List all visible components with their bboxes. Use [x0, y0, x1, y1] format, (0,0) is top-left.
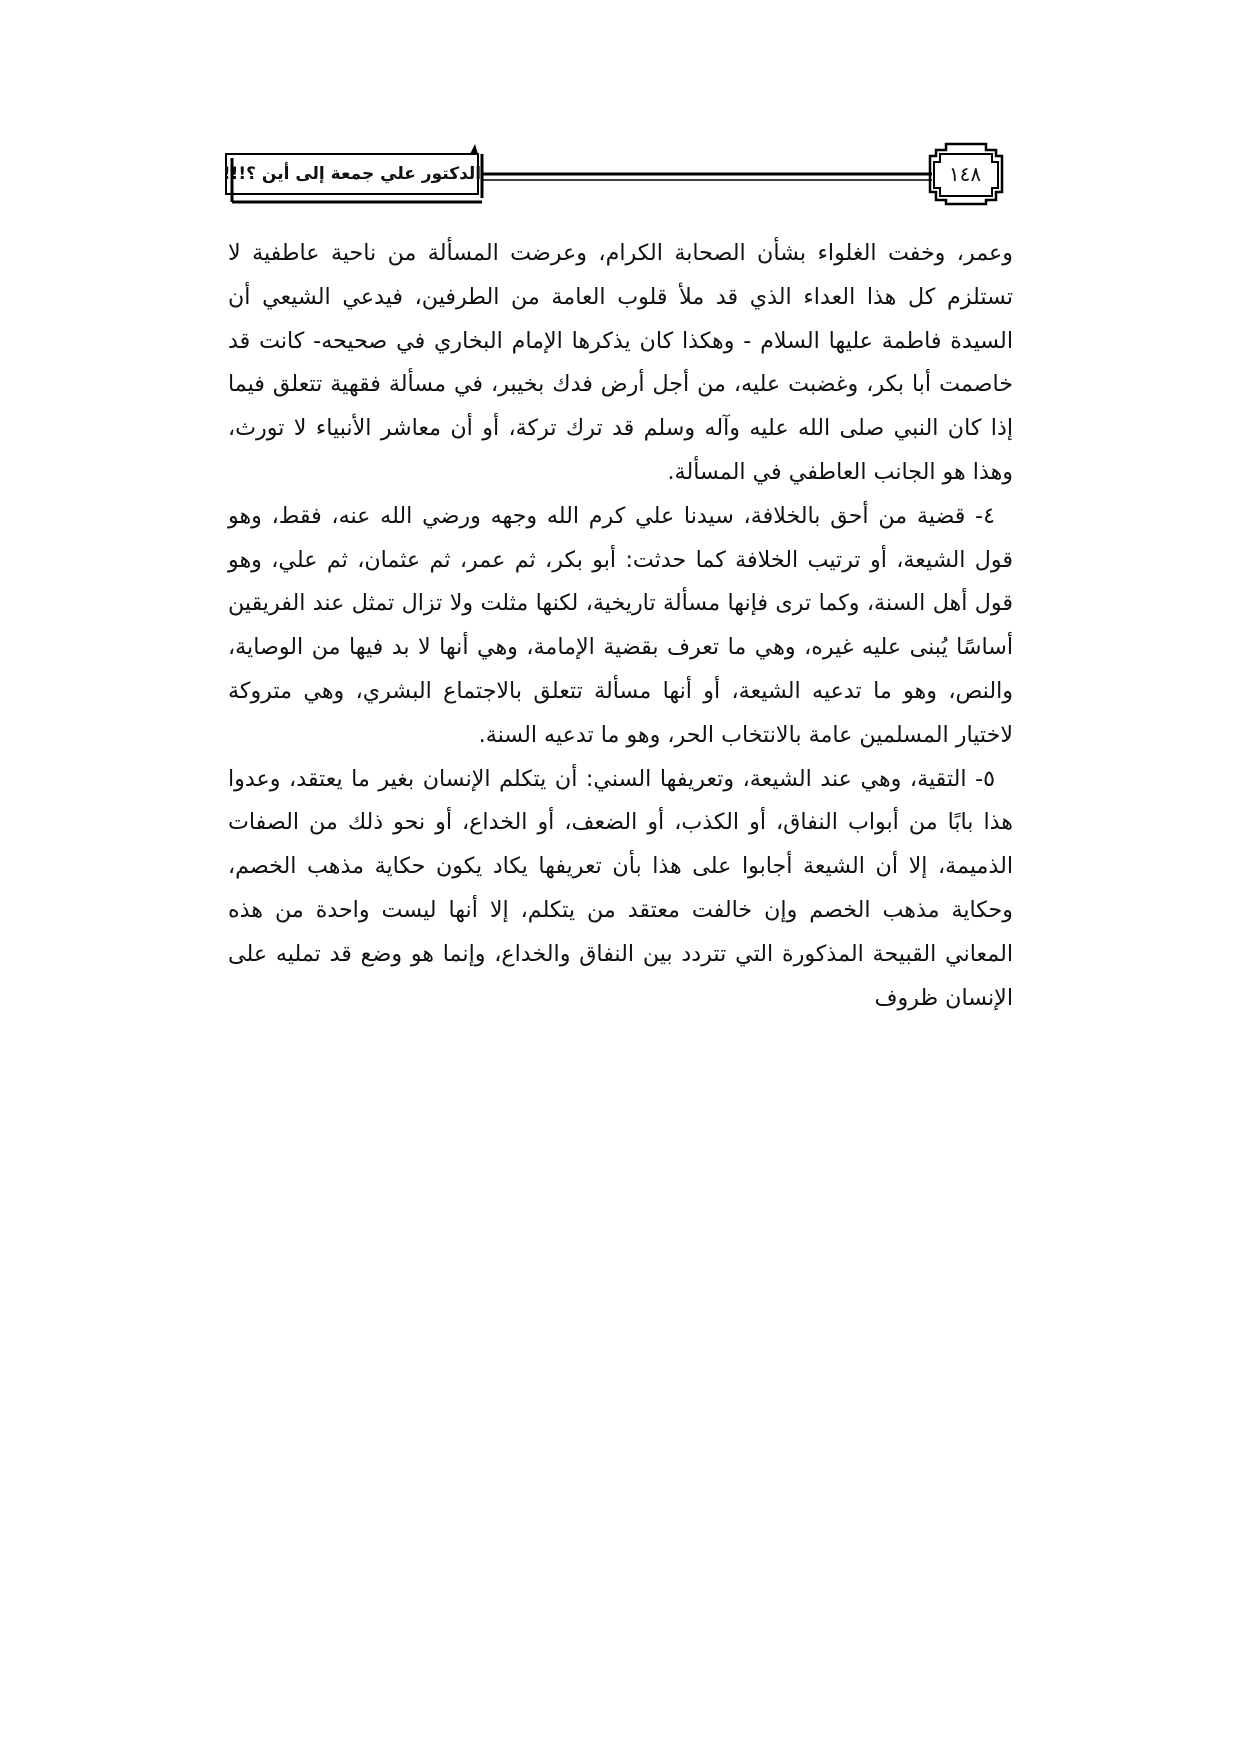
page-body: [228, 232, 1013, 1020]
paragraph-continued: وعمر، وخفت الغلواء بشأن الصحابة الكرام، وعرضت المسألة من ناحية عاطفية لا تستلزم كل هذا العداء الذي قد ملأ قلوب العامة من الطرفين، فيدعي الشيعي أن السيدة فاطمة عليها السلام - وهكذا كان يذكرها الإمام البخاري في صحيحه- كانت قد خاصمت أبا بكر، وغضبت عليه، من أجل أرض فدك بخيبر، في مسألة فقهية تتعلق فيما إذا كان النبي صلى الله عليه وآله وسلم قد ترك تركة، أو أن معاشر الأنبياء لا تورث، وهذا هو الجانب العاطفي في المسألة.: [228, 240, 1013, 485]
header-rule: [482, 174, 932, 180]
page-header: [220, 140, 1020, 204]
paragraph-item-5: ٥- التقية، وهي عند الشيعة، وتعريفها السني: أن يتكلم الإنسان بغير ما يعتقد، وعدوا هذا بابًا من أبواب النفاق، أو الكذب، أو الضعف، أو الخداع، أو نحو ذلك من الصفات الذميمة، إلا أن الشيعة أجابوا على هذا بأن تعريفها يكاد يكون حكاية مذهب الخصم، وحكاية مذهب الخصم وإن خالفت معتقد من يتكلم، إلا أنها ليست واحدة من هذه المعاني القبيحة المذكورة التي تتردد بين النفاق والخداع، وإنما هو وضع قد تمليه على الإنسان ظروف: [228, 765, 1013, 1011]
paragraph-item-4: ٤- قضية من أحق بالخلافة، سيدنا علي كرم الله وجهه ورضي الله عنه، فقط، وهو قول الشيعة، أو ترتيب الخلافة كما حدثت: أبو بكر، ثم عمر، ثم عثمان، ثم علي، وهو قول أهل السنة، وكما ترى فإنها مسألة تاريخية، لكنها مثلت ولا تزال تمثل عند الفريقين أساسًا يُبنى عليه غيره، وهي ما تعرف بقضية الإمامة، وهي أنها لا بد فيها من الوصاية، والنص، وهو ما تدعيه الشيعة، أو أنها مسألة تتعلق بالاجتماع البشري، وهي متروكة لاختيار المسلمين عامة بالانتخاب الحر، وهو ما تدعيه السنة.: [228, 502, 1013, 748]
page-number: ١٤٨: [948, 162, 982, 186]
running-title: الدكتور علي جمعة إلى أين ؟!!!: [222, 164, 482, 184]
